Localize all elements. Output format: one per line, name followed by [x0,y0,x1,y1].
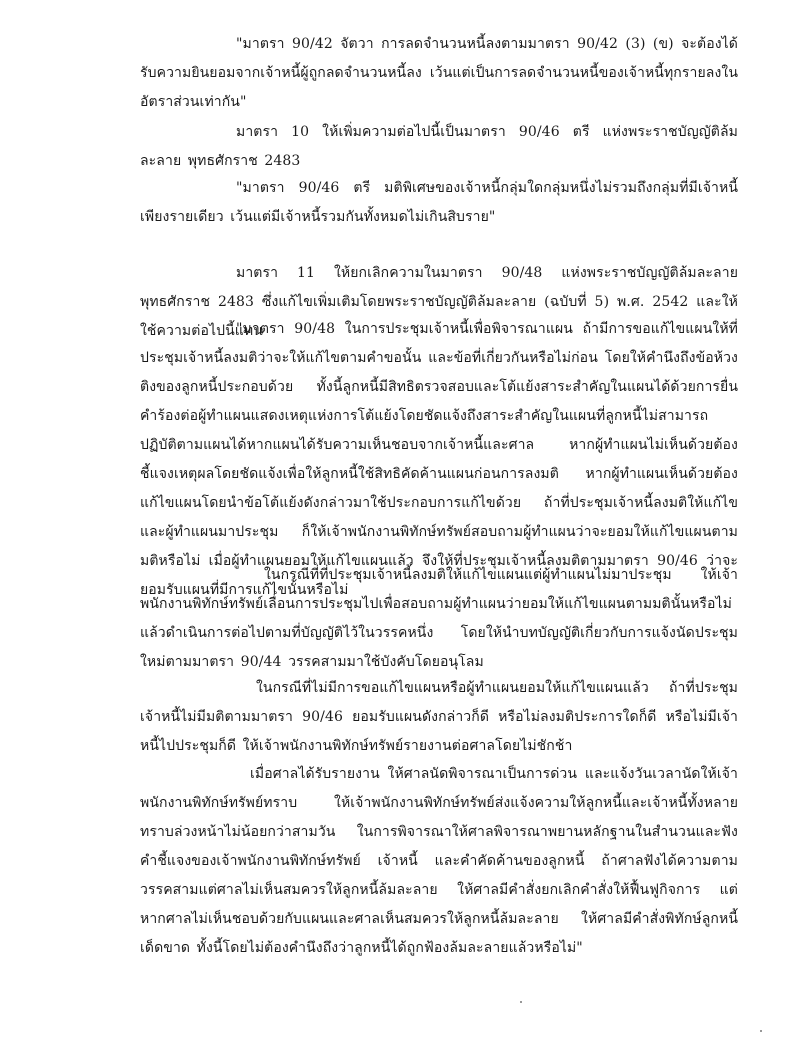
paragraph-section-10: มาตรา 10 ให้เพิ่มความต่อไปนี้เป็นมาตรา 90/46 ตรี แห่งพระราชบัญญัติล้มละลาย พุทธศักราช 2483 [140,124,738,169]
scan-speck [760,1030,762,1032]
paragraph-section-90-42-quater: "มาตรา 90/42 จัตวา การลดจำนวนหนี้ลงตามมาตรา 90/42 (3) (ข) จะต้องได้รับความยินยอมจากเจ้าหนี้ผู้ถูกลดจำนวนหนี้ลง เว้นแต่เป็นการลดจำนวนหนี้ของเจ้าหนี้ทุกรายลงในอัตราส่วนเท่ากัน" [140,36,738,110]
paragraph-no-resolution: ในกรณีที่ไม่มีการขอแก้ไขแผนหรือผู้ทำแผนยอมให้แก้ไขแผนแล้ว ถ้าที่ประชุมเจ้าหนี้ไม่มีมติตามมาตรา 90/46 ยอมรับแผนดังกล่าวก็ดี หรือไม่ลงมติประการใดก็ดี หรือไม่มีเจ้าหนี้ไปประชุมก็ดี ให้เจ้าพนักงานพิทักษ์ทรัพย์รายงานต่อศาลโดยไม่ชักช้า [140,680,738,754]
paragraph-postponed-meeting: ในกรณีที่ที่ประชุมเจ้าหนี้ลงมติให้แก้ไขแผนแต่ผู้ทำแผนไม่มาประชุม ให้เจ้าพนักงานพิทักษ์ทรัพย์เลื่อนการประชุมไปเพื่อสอบถามผู้ทำแผนว่ายอมให้แก้ไขแผนตามมตินั้นหรือไม่ แล้วดำเนินการต่อไปตามที่บัญญัติไว้ในวรรคหนึ่ง โดยให้นำบทบัญญัติเกี่ยวกับการแจ้งนัดประชุมใหม่ตามมาตรา 90/44 วรรคสามมาใช้บังคับโดยอนุโลม [140,567,738,670]
scan-speck [520,1001,522,1003]
paragraph-section-90-46-ter: "มาตรา 90/46 ตรี มติพิเศษของเจ้าหนี้กลุ่มใดกลุ่มหนึ่งไม่รวมถึงกลุ่มที่มีเจ้าหนี้เพียงรายเดียว เว้นแต่มีเจ้าหนี้รวมกันทั้งหมดไม่เกินสิบราย" [140,180,738,225]
paragraph-court-report: เมื่อศาลได้รับรายงาน ให้ศาลนัดพิจารณาเป็นการด่วน และแจ้งวันเวลานัดให้เจ้าพนักงานพิทักษ์ทรัพย์ทราบ ให้เจ้าพนักงานพิทักษ์ทรัพย์ส่งแจ้งความให้ลูกหนี้และเจ้าหนี้ทั้งหลายทราบล่วงหน้าไม่น้อยกว่าสามวัน ในการพิจารณาให้ศาลพิจารณาพยานหลักฐานในสำนวนและฟังคำชี้แจงของเจ้าพนักงานพิทักษ์ทรัพย์ เจ้าหนี้ และคำคัดค้านของลูกหนี้ ถ้าศาลฟังได้ความตามวรรคสามแต่ศาลไม่เห็นสมควรให้ลูกหนี้ล้มละลาย ให้ศาลมีคำสั่งยกเลิกคำสั่งให้ฟื้นฟูกิจการ แต่หากศาลไม่เห็นชอบด้วยกับแผนและศาลเห็นสมควรให้ลูกหนี้ล้มละลาย ให้ศาลมีคำสั่งพิทักษ์ลูกหนี้เด็ดขาด ทั้งนี้โดยไม่ต้องคำนึงถึงว่าลูกหนี้ได้ถูกฟ้องล้มละลายแล้วหรือไม่" [140,766,738,956]
paragraph-section-90-48: "มาตรา 90/48 ในการประชุมเจ้าหนี้เพื่อพิจารณาแผน ถ้ามีการขอแก้ไขแผนให้ที่ประชุมเจ้าหนี้ลงมติว่าจะให้แก้ไขตามคำขอนั้น และข้อที่เกี่ยวกันหรือไม่ก่อน โดยให้คำนึงถึงข้อห้วงติงของลูกหนี้ประกอบด้วย ทั้งนี้ลูกหนี้มีสิทธิตรวจสอบและโต้แย้งสาระสำคัญในแผนได้ด้วยการยื่นคำร้องต่อผู้ทำแผนแสดงเหตุแห่งการโต้แย้งโดยชัดแจ้งถึงสาระสำคัญในแผนที่ลูกหนี้ไม่สามารถปฏิบัติตามแผนได้หากแผนได้รับความเห็นชอบจากเจ้าหนี้และศาล หากผู้ทำแผนไม่เห็นด้วยต้องชี้แจงเหตุผลโดยชัดแจ้งเพื่อให้ลูกหนี้ใช้สิทธิคัดค้านแผนก่อนการลงมติ หากผู้ทำแผนเห็นด้วยต้องแก้ไขแผนโดยนำข้อโต้แย้งดังกล่าวมาใช้ประกอบการแก้ไขด้วย ถ้าที่ประชุมเจ้าหนี้ลงมติให้แก้ไขและผู้ทำแผนมาประชุม ก็ให้เจ้าพนักงานพิทักษ์ทรัพย์สอบถามผู้ทำแผนว่าจะยอมให้แก้ไขแผนตามมติหรือไม่ เมื่อผู้ทำแผนยอมให้แก้ไขแผนแล้ว จึงให้ที่ประชุมเจ้าหนี้ลงมติตามมาตรา 90/46 ว่าจะยอมรับแผนที่มีการแก้ไขนั้นหรือไม่ [140,321,738,598]
paragraph-section-11: มาตรา 11 ให้ยกเลิกความในมาตรา 90/48 แห่งพระราชบัญญัติล้มละลาย พุทธศักราช 2483 ซึ่งแก้ไขเพิ่มเติมโดยพระราชบัญญัติล้มละลาย (ฉบับที่ 5) พ.ศ. 2542 และให้ใช้ความต่อไปนี้แทน [140,265,738,339]
